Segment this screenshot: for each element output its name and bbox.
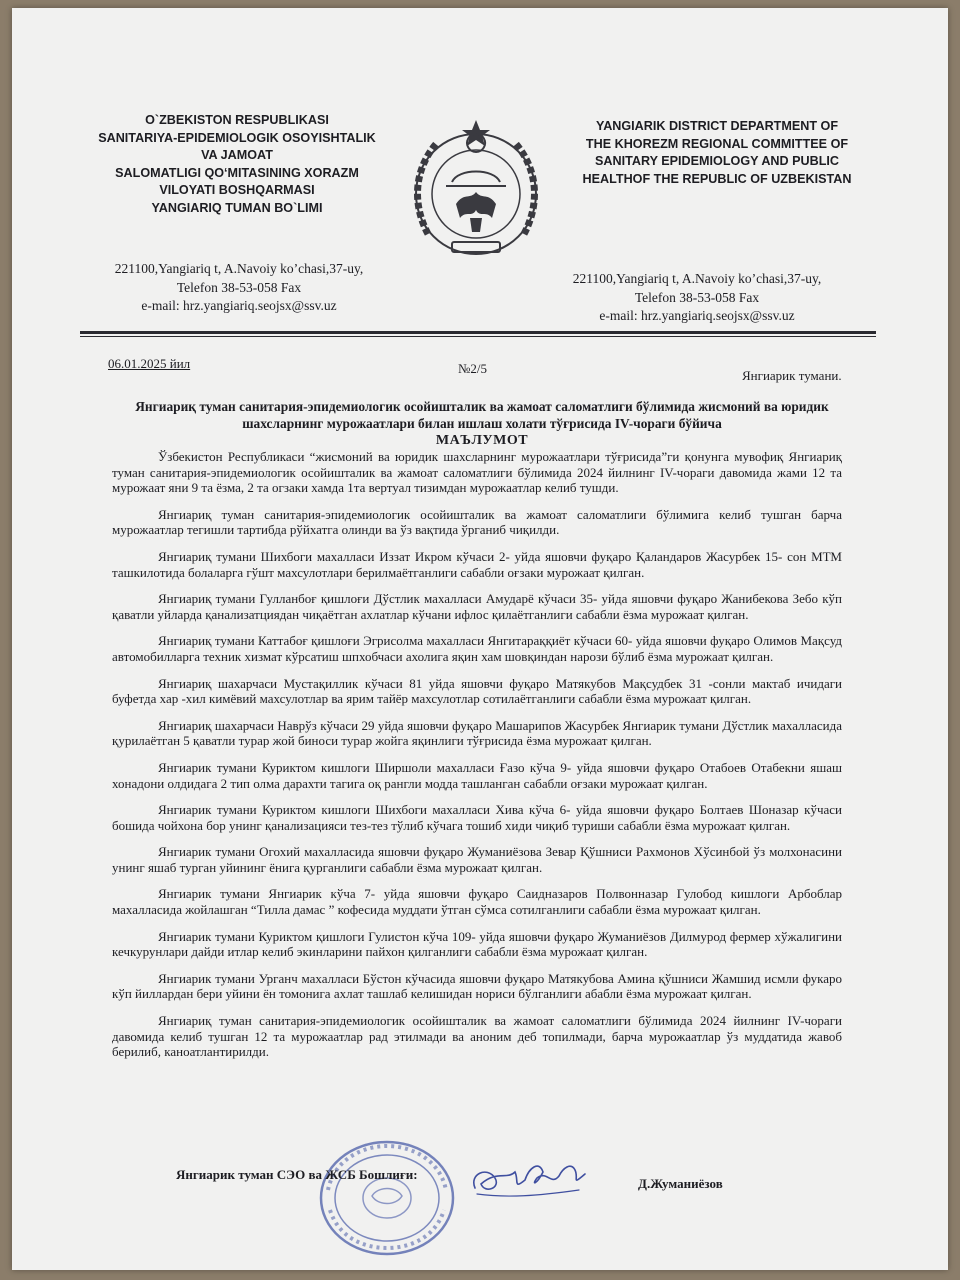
header-divider-thick xyxy=(80,331,876,334)
address-line: e-mail: hrz.yangiariq.seojsx@ssv.uz xyxy=(141,298,337,313)
header-left-line: SANITARIYA-EPIDEMIOLOGIK OSOYISHTALIK xyxy=(98,130,376,145)
document-place: Янгиарик тумани. xyxy=(742,368,842,383)
address-left xyxy=(74,260,404,316)
header-right-english xyxy=(552,118,882,188)
header-left-line: SALOMATLIGI QO‘MITASINING XORAZM xyxy=(115,165,359,180)
address-line: e-mail: hrz.yangiariq.seojsx@ssv.uz xyxy=(599,308,795,323)
address-line: Telefon 38-53-058 Fax xyxy=(176,279,302,295)
address-right xyxy=(532,270,862,326)
document-title: Янгиариқ туман санитария-эпидемиологик осойиштaлик ва жамоат саломатлиги бўлимида жисмоний ва юридик шахсларнинг мурожаатлари билан ишлаш холати тўғрисида IV-чораги бўйича xyxy=(135,399,829,431)
body-paragraph: Янгиарик тумани Куриктом қишлоги Гулистон кўча 109- уйда яшовчи фуқаро Жуманиёзов Дилмурод фермер хўжалигини кечкурунлари дайди итлар келиб экинларини пайхон қилганлиги сабабли ёзма мурожаат қилган. xyxy=(112,928,842,960)
header-right-line: HEALTHOF THE REPUBLIC OF UZBEKISTAN xyxy=(582,171,852,186)
body-paragraph: Янгиарик тумани Огохий махалласида яшовчи фуқаро Жуманиёзова Зевар Қўшниси Рахмонов Хўсинбой ўз молхонасини унинг яшаб турган уйининг ёнига қурганлиги сабабли ёзма мурожаат қилган. xyxy=(112,844,842,875)
header-left-line: VA JAMOAT xyxy=(201,148,273,162)
body-paragraph: Янгиарик тумани Урганч махалласи Бўстон кўчасида яшовчи фуқаро Матякубова Амина қўшниси Жамшид исмли фукаро кўп йиллардан бери уйини ён томонига ахлат ташлаб келишидан нориси бўлганлиги абабли ёзма мурожаат қилган. xyxy=(112,970,842,1002)
document-body xyxy=(112,449,842,1071)
body-paragraph: Янгиариқ шахарчаси Мустақиллик кўчаси 81 уйда яшовчи фуқаро Матякубов Мақсудбек 31 -сонли мактаб ичидаги буфетда хар -хил кимёвий махсулотлар ва ярим тайёр махсулотлар сотилаётганлиги сабабли ёзма мурожаат қилган. xyxy=(112,675,842,707)
header-left-line: YANGIARIQ TUMAN BO`LIMI xyxy=(151,200,323,215)
state-emblem-icon xyxy=(400,114,552,266)
document-sheet xyxy=(12,8,948,1270)
document-number: №2/5 xyxy=(458,361,488,376)
body-paragraph: Янгиариқ туман санитария-эпидемиологик осойиштaлик ва жамоат саломатлиги бўлимида 2024 йилнинг IV-чораги давомида келиб тушган 12 та мурожаатлар рад этилмади ва аноним деб топилмади, барча мурожаатлар ўз муддатида жавоб берилиб, каноатлантирилди. xyxy=(112,1013,842,1060)
signatory-name: Д.Жуманиёзов xyxy=(638,1176,723,1191)
address-line: Telefon 38-53-058 Fax xyxy=(634,289,760,305)
body-paragraph: Ўзбекистон Республикаси “жисмоний ва юридик шахсларнинг мурожаатлари тўғрисида”ги қонунга мувофиқ Янгиариқ туман санитария-эпидемиологик осойиштaлик ва жамоат саломатлиги бўлимида 2024 йилнинг IV-чораги давомида жами 12 та мурожаат яни 9 та ёзма, 2 та огзаки хамда 1та вертуал тизимдан мурожаатлар келиб тушди. xyxy=(112,449,842,496)
header-right-line: YANGIARIK DISTRICT DEPARTMENT OF xyxy=(595,119,839,133)
header-left-line: O`ZBEKISTON RESPUBLIKASI xyxy=(145,113,329,127)
signatory-title: Янгиарик туман СЭО ва ЖСБ Бошлиғи: xyxy=(176,1167,418,1182)
address-line: 221100,Yangiariq t, A.Navoiy ko’chasi,37-uy, xyxy=(114,261,364,276)
handwritten-signature-icon xyxy=(467,1150,597,1206)
document-date: 06.01.2025 йил xyxy=(108,356,191,371)
body-paragraph: Янгиарик тумани Янгиарик кўча 7- уйда яшовчи фуқаро Саидназаров Полвонназар Гулобод кишлоги Арбоблар махалласида жойлашган “Тилла дамас ” кофесида муддати ўтган сўмса сотилганлиги сабабли ёзма мурожаат қилган. xyxy=(112,886,842,918)
address-line: 221100,Yangiariq t, A.Navoiy ko’chasi,37-uy, xyxy=(572,271,822,286)
body-paragraph: Янгиариқ шахарчаси Наврўз кўчаси 29 уйда яшовчи фуқаро Машарипов Жасурбек Янгиарик тумани Дўстлик махалласида қурилаётган 5 қаватли турар жой биноси турар жойга яқинлиги тўғрисида ёзма мурожаат қилган. xyxy=(112,717,842,749)
body-paragraph: Янгиариқ тумани Каттабоғ қишлоғи Эгрисолма махалласи Янгитараққиёт кўчаси 60- уйда яшовчи фуқаро Олимов Мақсуд автомобилларга техник хизмат кўрсатиш шпхобчаси ахолига яқин хам шовқиндан нарози бўлиб ёзма мурожаат қилган. xyxy=(112,633,842,664)
body-paragraph: Янгиарик тумани Куриктом кишлоги Ширшоли махалласи Ғазо кўча 9- уйда яшовчи фуқаро Отабоев Отабекни яшаш хонадони олдидага 2 тип олма дарахти тагига оқ рангли модда ташланган сабабли оғзаки мурожаат қилган. xyxy=(112,759,842,791)
body-paragraph: Янгиариқ туман санитария-эпидемиологик осойиштaлик ва жамоат саломатлиги бўлимига келиб тушган барча мурожаатлар тегишли тартибда рўйхатга олинди ва ўз вақтида ўрганиб чиқилди. xyxy=(112,506,842,538)
header-right-line: THE KHOREZM REGIONAL COMMITTEE OF xyxy=(585,136,849,151)
body-paragraph: Янгиариқ тумани Гулланбоғ қишлоғи Дўстлик махалласи Амударё кўчаси 35- уйда яшовчи фуқаро Жанибекова Зебо кўп қаватли уйларда қанализатциядан чиқаётган ахлатлар кўчани ифлос қилаётганлиги сабабли ёзма мурожаат қилган. xyxy=(112,591,842,622)
header-right-line: SANITARY EPIDEMIOLOGY AND PUBLIC xyxy=(595,154,839,168)
body-paragraph: Янгиариқ тумани Шихбоги махалласи Иззат Икром кўчаси 2- уйда яшовчи фуқаро Қаландаров Жасурбек 15- сон МТМ ташкилотида болаларга гўшт махсулотлари берилмаётганлиги сабабли оғзаки мурожаат қилган. xyxy=(112,548,842,580)
document-heading: МАЪЛУМОТ xyxy=(435,433,529,448)
header-left-uzbek xyxy=(82,112,392,217)
official-seal-icon xyxy=(312,1136,462,1260)
header-divider-thin xyxy=(80,336,876,337)
body-paragraph: Янгиарик тумани Куриктом кишлоги Шихбоги махалласи Хива кўча 6- уйда яшовчи фуқаро Болтаев Шоназар кўчаси бошида чойхона бор унинг қанализацияси тез-тез тўлиб кўчага тошиб хиди чиқиб туриши сабабли ёзма мурожаат қилган. xyxy=(112,802,842,833)
header-left-line: VILOYATI BOSHQARMASI xyxy=(159,183,315,197)
